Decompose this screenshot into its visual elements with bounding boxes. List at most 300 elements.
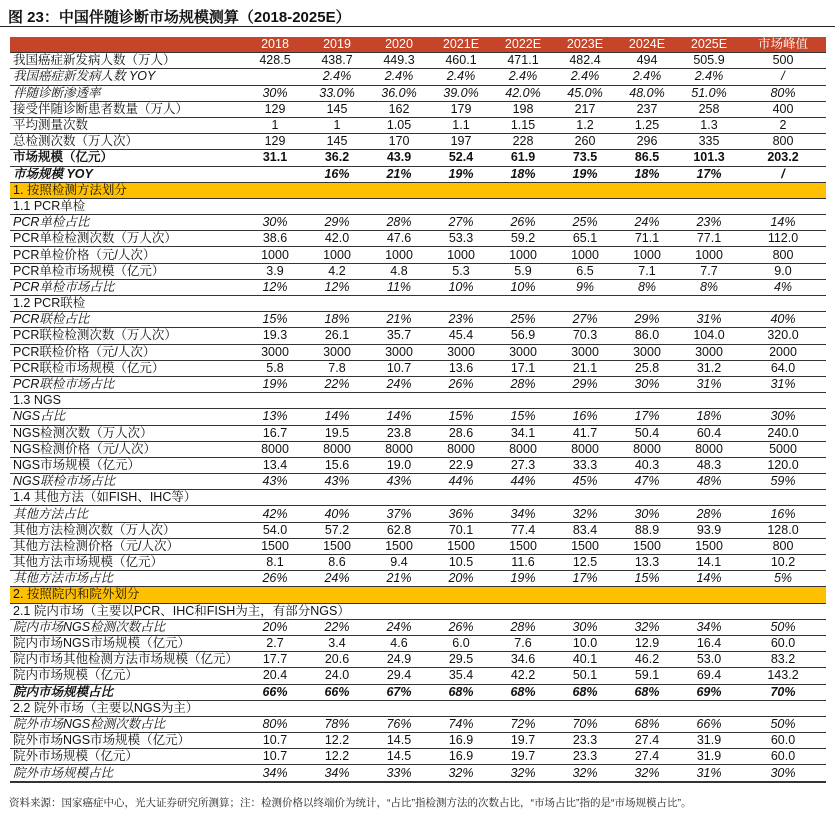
table-cell: 3000 bbox=[430, 344, 492, 360]
table-cell: 101.3 bbox=[678, 150, 740, 166]
table-cell: 8000 bbox=[430, 441, 492, 457]
table-cell: 24.9 bbox=[368, 652, 430, 668]
table-cell: 28% bbox=[492, 376, 554, 392]
table-cell: 8.6 bbox=[306, 555, 368, 571]
table-cell: 505.9 bbox=[678, 53, 740, 69]
table-cell: 12.2 bbox=[306, 733, 368, 749]
table-row bbox=[10, 474, 826, 490]
row-label: 院内市场NGS市场规模（亿元） bbox=[10, 635, 244, 651]
table-cell: 32% bbox=[554, 506, 616, 522]
table-cell: 3000 bbox=[244, 344, 306, 360]
table-cell: 80% bbox=[740, 85, 826, 101]
table-cell: 14.5 bbox=[368, 733, 430, 749]
table-cell: 145 bbox=[306, 134, 368, 150]
table-cell: 32% bbox=[616, 765, 678, 782]
table-cell: 54.0 bbox=[244, 522, 306, 538]
table-cell: 1500 bbox=[616, 538, 678, 554]
table-cell: 28% bbox=[678, 506, 740, 522]
table-row bbox=[10, 279, 826, 295]
table-row bbox=[10, 522, 826, 538]
table-cell: 16.9 bbox=[430, 749, 492, 765]
table-cell: 23% bbox=[430, 312, 492, 328]
table-cell: 60.0 bbox=[740, 733, 826, 749]
table-cell: 53.0 bbox=[678, 652, 740, 668]
row-label: PCR联检市场占比 bbox=[10, 376, 244, 392]
subsection-title: 1.2 PCR联检 bbox=[10, 296, 826, 312]
column-header: 2019 bbox=[306, 37, 368, 53]
table-cell: 1000 bbox=[244, 247, 306, 263]
table-cell: 68% bbox=[492, 684, 554, 700]
table-cell: 42% bbox=[244, 506, 306, 522]
table-cell: 2000 bbox=[740, 344, 826, 360]
table-cell: 30% bbox=[554, 619, 616, 635]
table-cell: 428.5 bbox=[244, 53, 306, 69]
table-cell: 24% bbox=[306, 571, 368, 587]
column-header: 2018 bbox=[244, 37, 306, 53]
table-cell: 1500 bbox=[678, 538, 740, 554]
table-cell: 1000 bbox=[430, 247, 492, 263]
table-cell: 71.1 bbox=[616, 231, 678, 247]
table-row bbox=[10, 668, 826, 684]
table-cell: 27% bbox=[554, 312, 616, 328]
table-cell: 21% bbox=[368, 571, 430, 587]
table-cell: 203.2 bbox=[740, 150, 826, 166]
table-cell: 29% bbox=[616, 312, 678, 328]
table-cell: 36.2 bbox=[306, 150, 368, 166]
table-cell: 14% bbox=[678, 571, 740, 587]
table-cell: 19.0 bbox=[368, 457, 430, 473]
table-cell: 47.6 bbox=[368, 231, 430, 247]
row-label: 院外市场规模占比 bbox=[10, 765, 244, 782]
table-row bbox=[10, 117, 826, 133]
table-cell: 34.6 bbox=[492, 652, 554, 668]
table-cell: 1.05 bbox=[368, 117, 430, 133]
table-cell: 7.8 bbox=[306, 360, 368, 376]
row-label: 院内市场规模占比 bbox=[10, 684, 244, 700]
table-cell: 1 bbox=[306, 117, 368, 133]
table-cell: 17.7 bbox=[244, 652, 306, 668]
table-cell: 31.2 bbox=[678, 360, 740, 376]
table-cell: 1000 bbox=[554, 247, 616, 263]
table-cell: 93.9 bbox=[678, 522, 740, 538]
row-label: 其他方法市场规模（亿元） bbox=[10, 555, 244, 571]
table-cell: / bbox=[740, 166, 826, 182]
table-cell: 7.1 bbox=[616, 263, 678, 279]
table-cell: 5.3 bbox=[430, 263, 492, 279]
table-cell: 19.7 bbox=[492, 749, 554, 765]
subsection-header-row bbox=[10, 198, 826, 214]
table-cell: 23% bbox=[678, 215, 740, 231]
table-cell: 22% bbox=[306, 376, 368, 392]
row-label: 我国癌症新发病人数 YOY bbox=[10, 69, 244, 85]
table-cell: 17.1 bbox=[492, 360, 554, 376]
table-cell: 16.4 bbox=[678, 635, 740, 651]
column-header: 2022E bbox=[492, 37, 554, 53]
table-cell: 21% bbox=[368, 166, 430, 182]
table-cell: 16.9 bbox=[430, 733, 492, 749]
subsection-title: 1.1 PCR单检 bbox=[10, 198, 826, 214]
table-cell: 18% bbox=[678, 409, 740, 425]
row-label: PCR联检检测次数（万人次） bbox=[10, 328, 244, 344]
table-cell: 43% bbox=[306, 474, 368, 490]
table-cell: 59% bbox=[740, 474, 826, 490]
table-cell: 1500 bbox=[306, 538, 368, 554]
table-cell: 2 bbox=[740, 117, 826, 133]
column-header: 2021E bbox=[430, 37, 492, 53]
table-cell bbox=[244, 69, 306, 85]
table-cell: 35.7 bbox=[368, 328, 430, 344]
table-row bbox=[10, 150, 826, 166]
table-cell: 22.9 bbox=[430, 457, 492, 473]
table-cell: 43% bbox=[244, 474, 306, 490]
title-divider bbox=[0, 26, 835, 27]
subsection-header-row bbox=[10, 296, 826, 312]
figure-title: 图 23：中国伴随诊断市场规模测算（2018-2025E） bbox=[8, 9, 351, 26]
table-cell: 88.9 bbox=[616, 522, 678, 538]
table-cell: 68% bbox=[616, 716, 678, 732]
table-cell: 38.6 bbox=[244, 231, 306, 247]
table-cell: 3000 bbox=[492, 344, 554, 360]
table-cell: 8000 bbox=[306, 441, 368, 457]
table-cell: 9.4 bbox=[368, 555, 430, 571]
row-label: 伴随诊断渗透率 bbox=[10, 85, 244, 101]
table-cell: 45.4 bbox=[430, 328, 492, 344]
table-cell: 33.0% bbox=[306, 85, 368, 101]
table-cell: 30% bbox=[616, 376, 678, 392]
row-label: NGS市场规模（亿元） bbox=[10, 457, 244, 473]
table-cell: 800 bbox=[740, 134, 826, 150]
table-cell: 40% bbox=[740, 312, 826, 328]
table-cell: 145 bbox=[306, 101, 368, 117]
subsection-title: 2.1 院内市场（主要以PCR、IHC和FISH为主，有部分NGS） bbox=[10, 603, 826, 619]
table-cell: 31.9 bbox=[678, 733, 740, 749]
table-cell: 34.1 bbox=[492, 425, 554, 441]
row-label: 接受伴随诊断患者数量（万人） bbox=[10, 101, 244, 117]
table-cell: 1500 bbox=[554, 538, 616, 554]
subsection-header-row bbox=[10, 603, 826, 619]
table-cell: 42.0 bbox=[306, 231, 368, 247]
subsection-title: 1.4 其他方法（如FISH、IHC等） bbox=[10, 490, 826, 506]
table-cell: 47% bbox=[616, 474, 678, 490]
table-cell: 68% bbox=[430, 684, 492, 700]
table-cell: 14% bbox=[306, 409, 368, 425]
table-cell: 83.2 bbox=[740, 652, 826, 668]
table-cell: 10.0 bbox=[554, 635, 616, 651]
table-cell: 50% bbox=[740, 619, 826, 635]
table-cell: 11.6 bbox=[492, 555, 554, 571]
subsection-title: 1.3 NGS bbox=[10, 393, 826, 409]
table-cell: 56.9 bbox=[492, 328, 554, 344]
table-cell: 1.25 bbox=[616, 117, 678, 133]
table-cell: 2.4% bbox=[430, 69, 492, 85]
row-label: 总检测次数（万人次） bbox=[10, 134, 244, 150]
table-cell: 104.0 bbox=[678, 328, 740, 344]
table-cell: 37% bbox=[368, 506, 430, 522]
table-cell: 13% bbox=[244, 409, 306, 425]
table-cell: 16% bbox=[740, 506, 826, 522]
table-cell: 35.4 bbox=[430, 668, 492, 684]
row-label: 其他方法检测价格（元/人次） bbox=[10, 538, 244, 554]
table-cell: 21% bbox=[368, 312, 430, 328]
row-label: 其他方法市场占比 bbox=[10, 571, 244, 587]
subsection-header-row bbox=[10, 700, 826, 716]
table-cell: 14.5 bbox=[368, 749, 430, 765]
table-cell: 48.3 bbox=[678, 457, 740, 473]
table-cell: 3.9 bbox=[244, 263, 306, 279]
table-cell: 31.1 bbox=[244, 150, 306, 166]
subsection-header-row bbox=[10, 393, 826, 409]
table-cell: 1500 bbox=[492, 538, 554, 554]
table-row bbox=[10, 101, 826, 117]
table-cell: 7.7 bbox=[678, 263, 740, 279]
table-cell: 77.4 bbox=[492, 522, 554, 538]
table-cell: 41.7 bbox=[554, 425, 616, 441]
table-row bbox=[10, 749, 826, 765]
table-cell: 24.0 bbox=[306, 668, 368, 684]
table-cell: 500 bbox=[740, 53, 826, 69]
table-cell: 10.5 bbox=[430, 555, 492, 571]
table-cell: 494 bbox=[616, 53, 678, 69]
table-cell: 65.1 bbox=[554, 231, 616, 247]
table-cell: 258 bbox=[678, 101, 740, 117]
table-cell: 8000 bbox=[244, 441, 306, 457]
table-cell: 60.4 bbox=[678, 425, 740, 441]
table-cell: 217 bbox=[554, 101, 616, 117]
table-cell: 34% bbox=[306, 765, 368, 782]
table-cell: 10.7 bbox=[368, 360, 430, 376]
table-cell: 39.0% bbox=[430, 85, 492, 101]
table-cell: 1.2 bbox=[554, 117, 616, 133]
column-header: 2024E bbox=[616, 37, 678, 53]
table-cell: 23.3 bbox=[554, 749, 616, 765]
table-cell: 3.4 bbox=[306, 635, 368, 651]
table-cell: 3000 bbox=[554, 344, 616, 360]
table-cell: 33% bbox=[368, 765, 430, 782]
table-cell: 31% bbox=[678, 765, 740, 782]
table-cell: 800 bbox=[740, 538, 826, 554]
table-cell: 26% bbox=[244, 571, 306, 587]
table-cell: 43.9 bbox=[368, 150, 430, 166]
source-footnote: 资料来源：国家癌症中心，光大证券研究所测算；注：检测价格以终端价为统计，“占比”指检测方法的次数占比，“市场占比”指的是“市场规模占比”。 bbox=[9, 797, 692, 809]
table-cell: 400 bbox=[740, 101, 826, 117]
table-cell: 19.7 bbox=[492, 733, 554, 749]
table-row bbox=[10, 215, 826, 231]
table-cell: 43% bbox=[368, 474, 430, 490]
table-cell: 69.4 bbox=[678, 668, 740, 684]
table-row bbox=[10, 247, 826, 263]
table-cell: 4.8 bbox=[368, 263, 430, 279]
row-label: NGS联检市场占比 bbox=[10, 474, 244, 490]
table-cell: 86.0 bbox=[616, 328, 678, 344]
table-cell: 2.4% bbox=[368, 69, 430, 85]
table-row bbox=[10, 684, 826, 700]
table-cell: 15% bbox=[244, 312, 306, 328]
table-cell: 48.0% bbox=[616, 85, 678, 101]
table-cell: 29.5 bbox=[430, 652, 492, 668]
table-cell: 4.6 bbox=[368, 635, 430, 651]
table-cell: 4% bbox=[740, 279, 826, 295]
table-cell: 68% bbox=[616, 684, 678, 700]
table-cell: 4.2 bbox=[306, 263, 368, 279]
table-cell: 26% bbox=[492, 215, 554, 231]
table-cell: 438.7 bbox=[306, 53, 368, 69]
table-cell: 30% bbox=[740, 409, 826, 425]
row-label: PCR单检价格（元/人次） bbox=[10, 247, 244, 263]
table-cell: 3000 bbox=[678, 344, 740, 360]
table-cell: 1 bbox=[244, 117, 306, 133]
market-size-table bbox=[10, 37, 826, 783]
table-cell: 59.1 bbox=[616, 668, 678, 684]
table-cell: 10% bbox=[430, 279, 492, 295]
row-label: NGS检测次数（万人次） bbox=[10, 425, 244, 441]
table-cell: 45% bbox=[554, 474, 616, 490]
table-cell: 26% bbox=[430, 619, 492, 635]
row-label: PCR单检市场占比 bbox=[10, 279, 244, 295]
table-cell: 20% bbox=[430, 571, 492, 587]
row-label: NGS检测价格（元/人次） bbox=[10, 441, 244, 457]
table-cell: / bbox=[740, 69, 826, 85]
table-cell: 15.6 bbox=[306, 457, 368, 473]
table-cell: 15% bbox=[430, 409, 492, 425]
table-cell: 25.8 bbox=[616, 360, 678, 376]
table-cell: 45.0% bbox=[554, 85, 616, 101]
table-cell: 1000 bbox=[306, 247, 368, 263]
table-cell: 24% bbox=[368, 619, 430, 635]
table-cell: 30% bbox=[244, 85, 306, 101]
table-cell: 69% bbox=[678, 684, 740, 700]
table-cell: 240.0 bbox=[740, 425, 826, 441]
table-cell: 197 bbox=[430, 134, 492, 150]
table-cell: 27% bbox=[430, 215, 492, 231]
table-row bbox=[10, 69, 826, 85]
table-cell: 10% bbox=[492, 279, 554, 295]
table-cell: 29% bbox=[554, 376, 616, 392]
table-cell: 198 bbox=[492, 101, 554, 117]
subsection-header-row bbox=[10, 490, 826, 506]
table-cell: 31.9 bbox=[678, 749, 740, 765]
row-label: 我国癌症新发病人数（万人） bbox=[10, 53, 244, 69]
table-cell: 3000 bbox=[306, 344, 368, 360]
table-row bbox=[10, 733, 826, 749]
section-title: 1. 按照检测方法划分 bbox=[10, 182, 826, 198]
table-cell: 67% bbox=[368, 684, 430, 700]
table-row bbox=[10, 53, 826, 69]
row-label: PCR联检价格（元/人次） bbox=[10, 344, 244, 360]
table-cell: 42.2 bbox=[492, 668, 554, 684]
table-cell: 1000 bbox=[368, 247, 430, 263]
table-cell: 36% bbox=[430, 506, 492, 522]
table-cell: 48% bbox=[678, 474, 740, 490]
table-cell: 8000 bbox=[492, 441, 554, 457]
table-cell: 14% bbox=[740, 215, 826, 231]
table-cell: 36.0% bbox=[368, 85, 430, 101]
table-cell: 16.7 bbox=[244, 425, 306, 441]
table-cell: 128.0 bbox=[740, 522, 826, 538]
table-cell: 78% bbox=[306, 716, 368, 732]
table-cell: 17% bbox=[616, 409, 678, 425]
table-cell: 74% bbox=[430, 716, 492, 732]
table-row bbox=[10, 328, 826, 344]
table-cell: 10.7 bbox=[244, 749, 306, 765]
table-cell: 19% bbox=[554, 166, 616, 182]
table-cell: 18% bbox=[306, 312, 368, 328]
table-cell: 482.4 bbox=[554, 53, 616, 69]
row-label: 院外市场NGS检测次数占比 bbox=[10, 716, 244, 732]
table-cell: 1000 bbox=[492, 247, 554, 263]
table-cell: 66% bbox=[678, 716, 740, 732]
table-cell: 70.1 bbox=[430, 522, 492, 538]
table-cell: 13.6 bbox=[430, 360, 492, 376]
section-title: 2. 按照院内和院外划分 bbox=[10, 587, 826, 603]
table-row bbox=[10, 263, 826, 279]
row-label: 其他方法占比 bbox=[10, 506, 244, 522]
header-blank-cell bbox=[10, 37, 244, 53]
table-cell: 8000 bbox=[616, 441, 678, 457]
table-cell: 1000 bbox=[616, 247, 678, 263]
table-cell: 1.15 bbox=[492, 117, 554, 133]
table-cell: 14.1 bbox=[678, 555, 740, 571]
table-cell: 23.8 bbox=[368, 425, 430, 441]
table-row bbox=[10, 555, 826, 571]
table-cell: 53.3 bbox=[430, 231, 492, 247]
row-label: 市场规模（亿元） bbox=[10, 150, 244, 166]
table-cell: 18% bbox=[492, 166, 554, 182]
table-cell: 2.4% bbox=[678, 69, 740, 85]
table-cell: 2.4% bbox=[616, 69, 678, 85]
table-cell: 76% bbox=[368, 716, 430, 732]
table-row bbox=[10, 635, 826, 651]
table-cell: 296 bbox=[616, 134, 678, 150]
table-cell: 3000 bbox=[368, 344, 430, 360]
column-header: 市场峰值 bbox=[740, 37, 826, 53]
row-label: 市场规模 YOY bbox=[10, 166, 244, 182]
table-cell: 32% bbox=[492, 765, 554, 782]
subsection-title: 2.2 院外市场（主要以NGS为主） bbox=[10, 700, 826, 716]
table-cell: 28% bbox=[492, 619, 554, 635]
table-cell: 10.7 bbox=[244, 733, 306, 749]
table-row bbox=[10, 231, 826, 247]
table-cell: 29% bbox=[306, 215, 368, 231]
table-cell: 2.7 bbox=[244, 635, 306, 651]
table-cell: 17% bbox=[554, 571, 616, 587]
table-cell: 70% bbox=[740, 684, 826, 700]
table-cell: 320.0 bbox=[740, 328, 826, 344]
table-row bbox=[10, 344, 826, 360]
table-cell: 335 bbox=[678, 134, 740, 150]
table-cell: 52.4 bbox=[430, 150, 492, 166]
table-cell: 21.1 bbox=[554, 360, 616, 376]
table-cell: 18% bbox=[616, 166, 678, 182]
table-cell: 1.3 bbox=[678, 117, 740, 133]
table-cell: 60.0 bbox=[740, 635, 826, 651]
table-row bbox=[10, 85, 826, 101]
table-cell: 24% bbox=[616, 215, 678, 231]
table-row bbox=[10, 409, 826, 425]
column-header: 2023E bbox=[554, 37, 616, 53]
table-cell: 237 bbox=[616, 101, 678, 117]
table-row bbox=[10, 360, 826, 376]
table-cell: 17% bbox=[678, 166, 740, 182]
table-row bbox=[10, 571, 826, 587]
table-cell: 6.5 bbox=[554, 263, 616, 279]
table-cell: 46.2 bbox=[616, 652, 678, 668]
table-cell: 6.0 bbox=[430, 635, 492, 651]
table-cell: 471.1 bbox=[492, 53, 554, 69]
table-cell: 120.0 bbox=[740, 457, 826, 473]
table-cell: 66% bbox=[244, 684, 306, 700]
table-cell: 3000 bbox=[616, 344, 678, 360]
table-cell: 86.5 bbox=[616, 150, 678, 166]
